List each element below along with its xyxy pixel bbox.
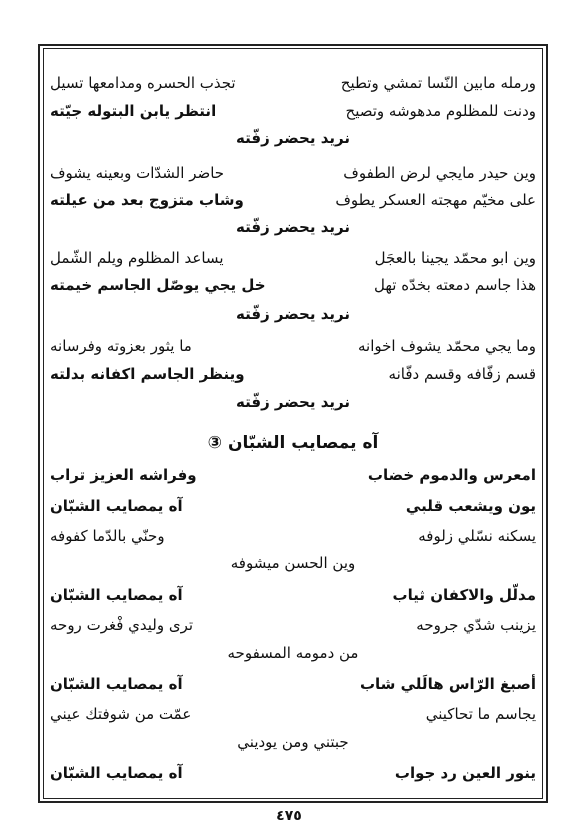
verse-line (50, 493, 536, 519)
verse-second-hemistich: آه يمصايب الشبّان (50, 586, 183, 604)
verse-second-hemistich: ترى وليدي فْغرت روحه (50, 616, 194, 634)
verse-second-hemistich: يساعد المظلوم ويلم الشّمل (50, 249, 224, 267)
refrain-line: نريد يحضر زفّته (236, 218, 350, 236)
verse-first-hemistich: مدلّل والاكفان ثياب (392, 586, 536, 604)
poem-number: ③ (207, 433, 223, 453)
verse-second-hemistich: عمّت من شوفتك عيني (50, 705, 192, 723)
verse-second-hemistich: تجذب الحسره ومدامعها تسيل (50, 74, 236, 92)
verse-line (50, 361, 536, 387)
verse-line (50, 760, 536, 786)
verse-first-hemistich: وما يجي محمّد يشوف اخوانه (358, 337, 536, 355)
verse-second-hemistich: آه يمصايب الشبّان (50, 497, 183, 515)
verse-first-hemistich: على مخيّم مهجته العسكر يطوف (335, 191, 536, 209)
refrain-line: نريد يحضر زفّته (236, 305, 350, 323)
verse-line (50, 187, 536, 213)
verse-second-hemistich: ما يثور بعزوته وفرسانه (50, 337, 192, 355)
verse-second-hemistich: وحنّي بالدّما كفوفه (50, 527, 165, 545)
page-number: ٤٧٥ (276, 808, 302, 824)
verse-line (50, 701, 536, 727)
verse-first-hemistich: يسكنه نسّلي زلوفه (418, 527, 536, 545)
verse-first-hemistich: امعرس والدموم خضاب (367, 466, 536, 484)
verse-line (50, 582, 536, 608)
verse-first-hemistich: ورمله مابين النّسا تمشي وتطيح (340, 74, 536, 92)
poem-title (50, 428, 536, 458)
verse-second-hemistich: وشاب متزوج بعد من عيلته (50, 191, 244, 209)
verse-first-hemistich: يون ويشعب قلبي (405, 497, 536, 515)
verse-first-hemistich: أصبغ الرّاس هالَلي شاب (359, 675, 536, 693)
verse-line (50, 160, 536, 186)
center-line: جبتني ومن يوديني (237, 733, 349, 751)
verse-second-hemistich: آه يمصايب الشبّان (50, 764, 183, 782)
center-line: وين الحسن ميشوفه (230, 554, 356, 572)
verse-line (50, 612, 536, 638)
verse-second-hemistich: آه يمصايب الشبّان (50, 675, 183, 693)
poem-title-text: آه يمصايب الشبّان (227, 433, 379, 453)
verse-line (50, 70, 536, 96)
verse-second-hemistich: وينظر الجاسم اكفانه بدلته (50, 365, 245, 383)
verse-first-hemistich: هذا جاسم دمعته بخدّه تهل (374, 276, 536, 294)
verse-first-hemistich: قسم زفّافه وقسم دفّانه (388, 365, 536, 383)
verse-second-hemistich: وفراشه العزيز تراب (50, 466, 197, 484)
verse-first-hemistich: وين ابو محمّد يجينا بالعجَل (374, 249, 536, 267)
verse-first-hemistich: يزينب شدّي جروحه (416, 616, 536, 634)
verse-line (50, 523, 536, 549)
refrain-line: نريد يحضر زفّته (236, 393, 350, 411)
verse-first-hemistich: ينور العين رد جواب (394, 764, 536, 782)
refrain-line: نريد يحضر زفّته (236, 129, 350, 147)
verse-line (50, 671, 536, 697)
verse-line (50, 333, 536, 359)
verse-first-hemistich: يجاسم ما تحاكيني (425, 705, 536, 723)
verse-line (50, 245, 536, 271)
verse-line (50, 462, 536, 488)
center-line: من دمومه المسفوحه (227, 644, 359, 662)
verse-second-hemistich: انتظر يابن البتوله جيّته (50, 102, 217, 120)
verse-first-hemistich: وين حيدر مايجي لرض الطفوف (343, 164, 536, 182)
verse-first-hemistich: ودنت للمظلوم مدهوشه وتصيح (345, 102, 536, 120)
verse-second-hemistich: حاضر الشدّات وبعينه يشوف (50, 164, 225, 182)
verse-second-hemistich: خل يجي يوصّل الجاسم خيمته (50, 276, 266, 294)
verse-line (50, 272, 536, 298)
verse-line (50, 98, 536, 124)
